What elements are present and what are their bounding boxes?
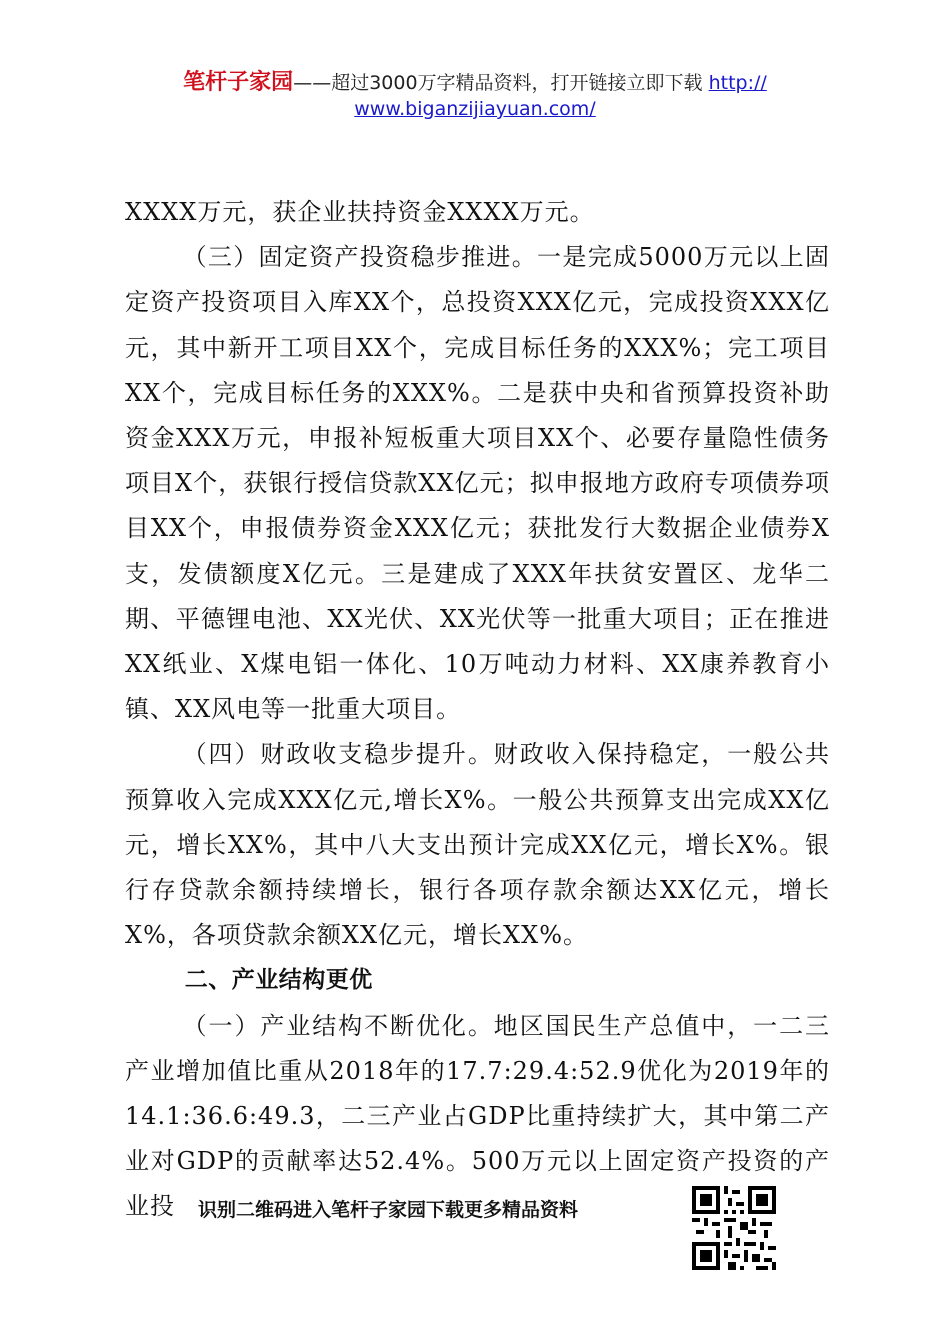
footer-text: 识别二维码进入笔杆子家园下载更多精品资料 [198,1199,579,1221]
document-body [125,190,830,1230]
page-header [0,70,950,122]
site-link-part-2[interactable]: www.biganzijiayuan.com/ [354,98,596,120]
section-heading-industry: 二、产业结构更优 [184,967,373,994]
paragraph-continuation: XXXX万元，获企业扶持资金XXXX万元。 [125,198,595,226]
qr-code-icon[interactable] [692,1186,776,1270]
site-link-part-1[interactable]: http:// [708,72,767,94]
paragraph-fiscal-revenue: （四）财政收支稳步提升。财政收入保持稳定，一般公共预算收入完成XXX亿元,增长X%。一般公共预算支出完成XX亿元，增长XX%，其中八大支出预计完成XX亿元，增长X%。银行存贷款余额持续增长，银行各项存款余额达XX亿元，增长X%，各项贷款余额XX亿元，增长XX%。 [125,740,830,950]
header-line-1 [0,70,950,96]
header-line-2 [0,96,950,122]
paragraph-fixed-asset-investment: （三）固定资产投资稳步推进。一是完成5000万元以上固定资产投资项目入库XX个，总投资XXX亿元，完成投资XXX亿元，其中新开工项目XX个，完成目标任务的XXX%；完工项目XX个，完成目标任务的XXX%。二是获中央和省预算投资补助资金XXX万元，申报补短板重大项目XX个、必要存量隐性债务项目X个，获银行授信贷款XX亿元；拟申报地方政府专项债券项目XX个，申报债券资金XXX亿元；获批发行大数据企业债券X支，发债额度X亿元。三是建成了XXX年扶贫安置区、龙华二期、平德锂电池、XX光伏、XX光伏等一批重大项目；正在推进XX纸业、X煤电铝一体化、10万吨动力材料、XX康养教育小镇、XX风电等一批重大项目。 [125,243,830,724]
header-tagline: ——超过3000万字精品资料，打开链接立即下载 [293,72,703,94]
paragraph-industry-structure: （一）产业结构不断优化。地区国民生产总值中，一二三产业增加值比重从2018年的17.7:29.4:52.9优化为2019年的14.1:36.6:49.3，二三产业占GDP比重持续扩大，其中第二产业对GDP的贡献率达52.4%。500万元以上固定资产投资的产业投 [125,1011,830,1221]
brand-name: 笔杆子家园 [183,70,294,95]
